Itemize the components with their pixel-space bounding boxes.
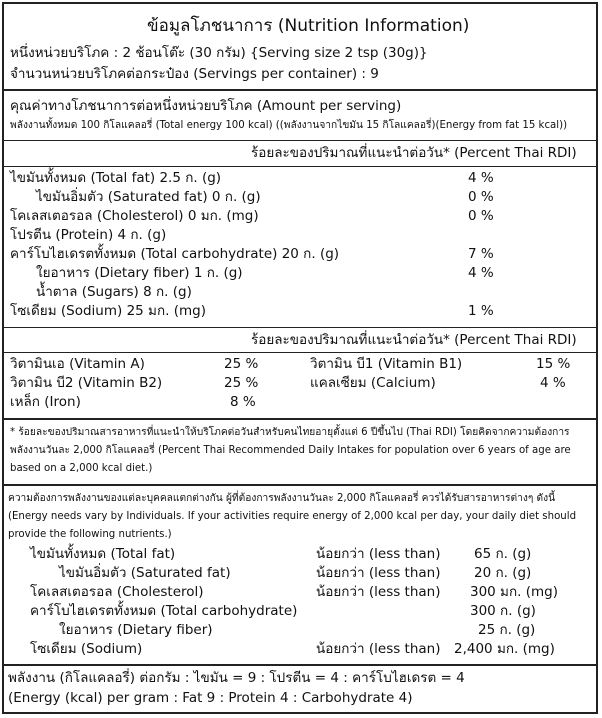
- divider: [4, 484, 596, 486]
- limit-label: โคเลสเตอรอล (Cholesterol): [30, 584, 204, 600]
- nutrient-label: น้ำตาล (Sugars) 8 ก. (g): [36, 284, 192, 300]
- nutrient-rdi: 4 %: [468, 265, 494, 281]
- serving-size: หนึ่งหน่วยบริโภค : 2 ช้อนโต๊ะ (30 กรัม) {Serving size 2 tsp (30g)}: [10, 45, 428, 61]
- vitamin-value: 25 %: [224, 375, 259, 391]
- vitamin-value: 4 %: [540, 375, 566, 391]
- limit-value: 20 ก. (g): [474, 565, 532, 581]
- rdi-header-vitamins: ร้อยละของปริมาณที่แนะนำต่อวัน* (Percent Thai RDI): [251, 332, 577, 348]
- nutrient-label: คาร์โบไฮเดรตทั้งหมด (Total carbohydrate) 20 ก. (g): [10, 246, 340, 262]
- limit-condition: น้อยกว่า (less than): [316, 584, 441, 600]
- nutrient-label: ไขมันอิ่มตัว (Saturated fat) 0 ก. (g): [36, 189, 261, 205]
- nutrient-label: โซเดียม (Sodium) 25 มก. (mg): [10, 303, 206, 319]
- vitamin-value: 25 %: [224, 356, 259, 372]
- vitamin-label: วิตามิน บี2 (Vitamin B2): [10, 375, 163, 391]
- nutrient-label: โปรตีน (Protein) 4 ก. (g): [10, 227, 167, 243]
- nutrient-rdi: 0 %: [468, 189, 494, 205]
- limit-label: ไขมันอิ่มตัว (Saturated fat): [59, 565, 231, 581]
- divider: [4, 89, 596, 91]
- vitamin-value: 8 %: [230, 394, 256, 410]
- limit-value: 2,400 มก. (mg): [454, 641, 555, 657]
- limit-label: ไขมันทั้งหมด (Total fat): [30, 546, 176, 562]
- energy-per-gram: พลังงาน (กิโลแคลอรี่) ต่อกรัม : ไขมัน = 9 : โปรตีน = 4 : คาร์โบไฮเดรต = 4: [8, 670, 465, 686]
- servings-per-container: จำนวนหน่วยบริโภคต่อกระป๋อง (Servings per container) : 9: [10, 66, 379, 82]
- divider: [4, 140, 596, 141]
- vitamin-value: 15 %: [536, 356, 571, 372]
- rdi-header: ร้อยละของปริมาณที่แนะนำต่อวัน* (Percent Thai RDI): [251, 145, 577, 161]
- energy-needs-line: provide the following nutrients.): [8, 529, 172, 540]
- energy-per-gram-en: (Energy (kcal) per gram : Fat 9 : Protein 4 : Carbohydrate 4): [8, 690, 413, 706]
- energy-line: พลังงานทั้งหมด 100 กิโลแคลอรี่ (Total energy 100 kcal) ((พลังงานจากไขมัน 15 กิโลแคลอรี่)(Energy from fat 15 kcal)): [10, 120, 568, 131]
- label-title: ข้อมูลโภชนาการ (Nutrition Information): [147, 16, 470, 36]
- nutrient-label: ไขมันทั้งหมด (Total fat) 2.5 ก. (g): [10, 170, 222, 186]
- divider: [4, 327, 596, 328]
- energy-needs-line: ความต้องการพลังงานของแต่ละบุคคลแตกต่างกัน ผู้ที่ต้องการพลังงานวันละ 2,000 กิโลแคลอรี่ ควรได้รับสารอาหารต่างๆ ดังนี้: [8, 493, 556, 504]
- divider: [4, 664, 596, 666]
- limit-label: คาร์โบไฮเดรตทั้งหมด (Total carbohydrate): [30, 603, 298, 619]
- limit-value: 25 ก. (g): [478, 622, 536, 638]
- limit-value: 300 มก. (mg): [470, 584, 558, 600]
- limit-condition: น้อยกว่า (less than): [316, 565, 441, 581]
- divider: [4, 166, 596, 167]
- amount-per-serving: คุณค่าทางโภชนาการต่อหนึ่งหน่วยบริโภค (Amount per serving): [10, 98, 402, 114]
- nutrient-rdi: 0 %: [468, 208, 494, 224]
- vitamin-label: วิตามินเอ (Vitamin A): [10, 356, 145, 372]
- limit-label: โซเดียม (Sodium): [30, 641, 143, 657]
- nutrient-rdi: 1 %: [468, 303, 494, 319]
- footnote-line: พลังงานวันละ 2,000 กิโลแคลอรี่ (Percent Thai Recommended Daily Intakes for population over 6 years of age are: [10, 445, 571, 456]
- footnote-line: based on a 2,000 kcal diet.): [10, 463, 153, 474]
- limit-label: ใยอาหาร (Dietary fiber): [59, 622, 213, 638]
- nutrient-label: ใยอาหาร (Dietary fiber) 1 ก. (g): [36, 265, 243, 281]
- divider: [4, 352, 596, 353]
- energy-needs-line: (Energy needs vary by Individuals. If your activities require energy of 2,000 kcal per day, your daily diet should: [8, 511, 577, 522]
- divider: [4, 418, 596, 420]
- nutrient-rdi: 7 %: [468, 246, 494, 262]
- footnote-line: * ร้อยละของปริมาณสารอาหารที่แนะนำให้บริโภคต่อวันสำหรับคนไทยอายุตั้งแต่ 6 ปีขึ้นไป (Thai RDI) โดยคิดจากความต้องการ: [10, 427, 570, 438]
- vitamin-label: เหล็ก (Iron): [10, 394, 81, 410]
- limit-condition: น้อยกว่า (less than): [316, 546, 441, 562]
- nutrient-rdi: 4 %: [468, 170, 494, 186]
- limit-value: 65 ก. (g): [474, 546, 532, 562]
- vitamin-label: วิตามิน บี1 (Vitamin B1): [310, 356, 463, 372]
- limit-value: 300 ก. (g): [470, 603, 536, 619]
- limit-condition: น้อยกว่า (less than): [316, 641, 441, 657]
- vitamin-label: แคลเซียม (Calcium): [310, 375, 436, 391]
- nutrient-label: โคเลสเตอรอล (Cholesterol) 0 มก. (mg): [10, 208, 259, 224]
- nutrition-label: [2, 2, 598, 714]
